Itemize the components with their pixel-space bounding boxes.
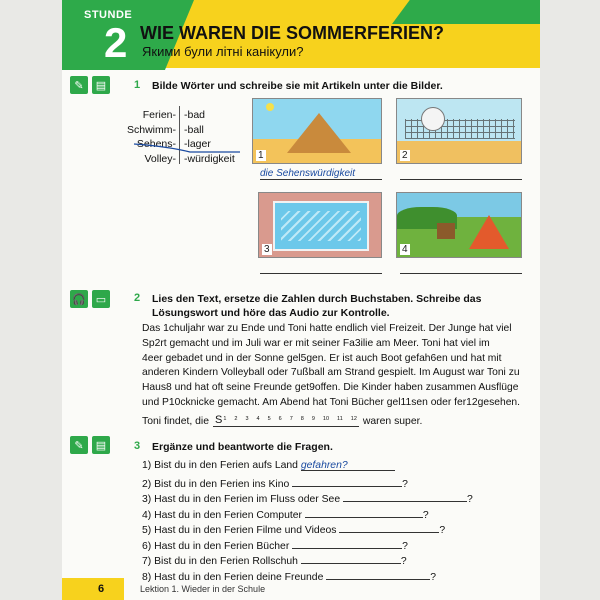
exercise1-instruction: Bilde Wörter und schreibe sie mit Artikeln unter die Bilder. (152, 80, 443, 92)
exercise2-text (142, 322, 522, 411)
workbook-page (62, 0, 540, 600)
page-number-tab (62, 578, 124, 600)
picture-number: 4 (402, 244, 408, 255)
solution-word-row (142, 414, 422, 427)
answer-blank[interactable] (301, 553, 401, 564)
answer-blank[interactable]: gefahren? (301, 460, 395, 471)
solution-number: 12 (350, 416, 357, 422)
solution-numbers (223, 416, 357, 426)
exercise1-number: 1 (134, 79, 141, 91)
question-text: 1) Bist du in den Ferien aufs Land (142, 460, 301, 471)
question-row (142, 491, 473, 505)
exercise3-number: 3 (134, 440, 141, 452)
exercise2-icons (70, 290, 110, 308)
picture-number: 2 (402, 150, 408, 161)
answer-blank[interactable] (292, 476, 402, 487)
word-right-4: -würdigkeit (184, 152, 235, 165)
solution-letters (213, 414, 359, 427)
question-text: 7) Bist du in den Ferien Rollschuh (142, 556, 301, 567)
answer-line-2 (400, 168, 522, 180)
text-line: und P10cknicke gemacht. Am Abend hat Toni Bücher gel11sen oder fer12gesehen. (142, 396, 521, 408)
solution-number: 4 (256, 416, 260, 422)
question-row (142, 538, 408, 552)
question-text: 2) Bist du in den Ferien ins Kino (142, 478, 293, 490)
answer-line-1: die Sehenswürdigkeit (260, 168, 382, 180)
text-line: Haus8 und hat oft seine Freunde get9offen. Die Kinder haben zusammen Ausflüge (142, 382, 519, 394)
word-left-2: Schwimm- (127, 123, 176, 136)
picture-pyramid (252, 98, 382, 164)
question-mark: ? (430, 571, 437, 583)
text-line: Das 1chuljahr war zu Ende und Toni hatte endlich viel Freizeit. Der Junge hat viel (142, 323, 512, 334)
text-line: 4eer gebadet und in der Sonne gel5gen. Er ist auch Boot gefah6en und hat mit (142, 352, 502, 364)
solution-number: 8 (300, 416, 304, 422)
solution-number: 6 (278, 416, 282, 422)
word-right-1: -bad (184, 109, 206, 121)
question-mark: ? (402, 540, 408, 552)
question-row (142, 522, 445, 536)
text-line: anderen Kindern Volleyball oder 7ußball am Strand gespielt. Im August war Toni zu (142, 367, 520, 379)
picture-camp (396, 192, 522, 258)
solution-number: 9 (311, 416, 315, 422)
answer-blank[interactable] (339, 522, 439, 533)
question-text: 6) Hast du in den Ferien Bücher (142, 540, 293, 552)
text-line: Sp2rt gemacht und im Juli war er mit seiner Fa3ilie am Meer. Toni hat viel im (142, 337, 490, 349)
answer-line-4 (400, 262, 522, 274)
exercise2-number: 2 (134, 292, 141, 304)
picture-swimming-pool (258, 192, 382, 258)
page-title: WIE WAREN DIE SOMMERFERIEN? (140, 23, 445, 43)
picture-volleyball (396, 98, 522, 164)
headphones-icon: 🎧 (70, 290, 88, 308)
question-mark: ? (422, 509, 429, 521)
question-text: 4) Hast du in den Ferien Computer (142, 509, 305, 521)
question-row (142, 476, 408, 490)
question-row (142, 460, 395, 471)
answer-blank[interactable] (305, 507, 423, 518)
question-row (142, 507, 429, 521)
match-line (132, 138, 242, 160)
solution-prefix: Toni findet, die (142, 416, 210, 427)
solution-number: 5 (267, 416, 271, 422)
exercise2-instruction: Lies den Text, ersetze die Zahlen durch Buchstaben. Schreibe das Lösungswort und höre das Audio zur Kontrolle. (152, 293, 482, 319)
word-left-3: Sehens- (136, 138, 176, 150)
worksheet-icon: ▤ (92, 76, 110, 94)
word-right-3: -lager (184, 138, 211, 150)
worksheet-icon: ▤ (92, 436, 110, 454)
question-mark: ? (400, 556, 407, 567)
answer-blank[interactable] (292, 538, 402, 549)
answer-blank[interactable] (343, 491, 467, 502)
page-number: 6 (98, 583, 105, 595)
solution-number: 3 (245, 416, 249, 422)
stunde-label: STUNDE (84, 9, 133, 21)
question-text: 5) Hast du in den Ferien Filme und Videos (142, 525, 340, 536)
exercise3-instruction: Ergänze und beantworte die Fragen. (152, 441, 333, 453)
question-row (142, 553, 407, 567)
header-banner (62, 0, 540, 68)
solution-number: 11 (337, 416, 343, 422)
question-mark: ? (439, 525, 446, 536)
solution-number: 10 (322, 416, 330, 422)
solution-first-letter: S (215, 414, 223, 426)
answer-line-3 (260, 262, 382, 274)
page-subtitle: Якими були літні канікули? (142, 44, 304, 59)
exercise1-icons (70, 76, 110, 94)
question-text: 3) Hast du in den Ferien im Fluss oder See (142, 494, 343, 505)
picture-number: 3 (264, 244, 270, 255)
pencil-icon: ✎ (70, 76, 88, 94)
word-left-1: Ferien- (142, 109, 176, 121)
question-text: 8) Hast du in den Ferien deine Freunde (142, 571, 327, 583)
exercise3-icons (70, 436, 110, 454)
book-icon: ▭ (92, 290, 110, 308)
stunde-number: 2 (104, 19, 128, 66)
solution-number: 1 (223, 416, 227, 422)
picture-number: 1 (258, 150, 264, 161)
lesson-label: Lektion 1. Wieder in der Schule (140, 584, 266, 594)
pencil-icon: ✎ (70, 436, 88, 454)
solution-suffix: waren super. (362, 416, 423, 427)
solution-number: 2 (234, 416, 238, 422)
word-left-4: Volley- (144, 152, 176, 165)
solution-number: 7 (289, 416, 293, 422)
question-mark: ? (402, 478, 408, 490)
footer (62, 578, 540, 600)
word-right-2: -ball (184, 123, 204, 136)
question-mark: ? (466, 494, 473, 505)
